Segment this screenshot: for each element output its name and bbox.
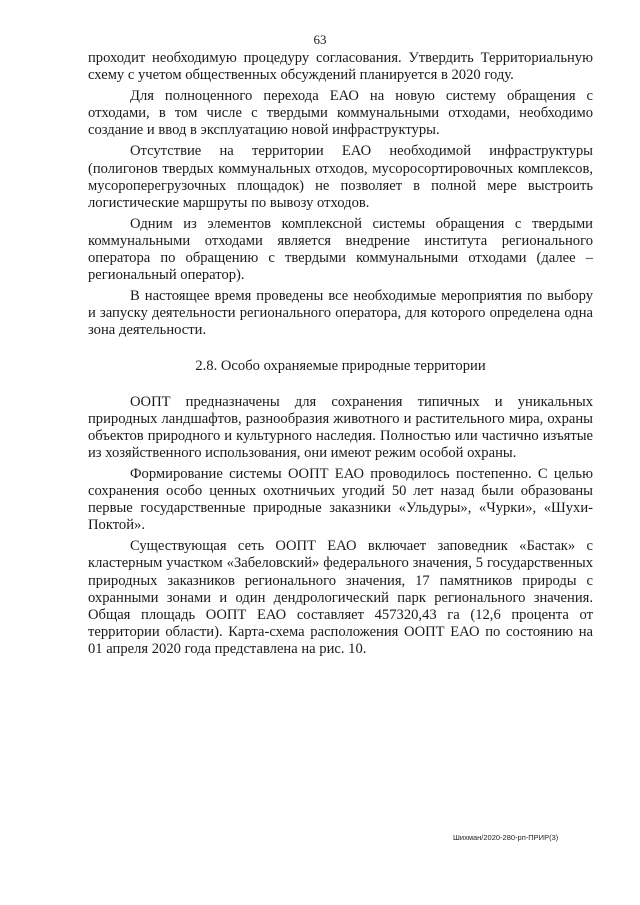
paragraph: Одним из элементов комплексной системы обращения с твердыми коммунальными отходами является внедрение института регионального оператора по обращению с твердыми коммунальными отходами (далее – региональный оператор). (88, 215, 593, 284)
section-heading: 2.8. Особо охраняемые природные территории (195, 357, 486, 374)
paragraph: Существующая сеть ООПТ ЕАО включает заповедник «Бастак» с кластерным участком «Забеловский» федерального значения, 5 государственных природных заказников регионального значения, 17 памятников природы с охранными зонами и один дендрологический парк регионального значения. Общая площадь ООПТ ЕАО составляет 457320,43 га (12,6 процента от территории области). Карта-схема расположения ООПТ ЕАО по состоянию на 01 апреля 2020 года представлена на рис. 10. (88, 538, 593, 657)
document-code: Шихман/2020-280-рп-ПРИР(3) (453, 833, 559, 842)
paragraph: В настоящее время проведены все необходимые мероприятия по выбору и запуску деятельности регионального оператора, для которого определена одна зона деятельности. (88, 288, 593, 339)
paragraph-continuation: проходит необходимую процедуру согласования. Утвердить Территориальную схему с учетом общественных обсуждений планируется в 2020 году. (88, 50, 593, 84)
page-number: 63 (313, 32, 327, 47)
paragraph: Формирование системы ООПТ ЕАО проводилось постепенно. С целью сохранения особо ценных охотничьих угодий 50 лет назад были образованы первые государственные природные заказники «Ульдуры», «Чурки», «Шухи-Поктой». (88, 465, 593, 534)
body-text (88, 50, 593, 662)
paragraph: ООПТ предназначены для сохранения типичных и уникальных природных ландшафтов, разнообразия животного и растительного мира, охраны объектов природного и культурного наследия. Полностью или частично изъятые из хозяйственного использования, они имеют режим особой охраны. (88, 393, 593, 461)
paragraph: Для полноценного перехода ЕАО на новую систему обращения с отходами, в том числе с твердыми коммунальными отходами, необходимо создание и ввод в эксплуатацию новой инфраструктуры. (88, 88, 593, 139)
paragraph: Отсутствие на территории ЕАО необходимой инфраструктуры (полигонов твердых коммунальных отходов, мусоросортировочных комплексов, мусороперегрузочных площадок) не позволяет в полной мере выстроить логистические маршруты по вывозу отходов. (88, 143, 593, 211)
